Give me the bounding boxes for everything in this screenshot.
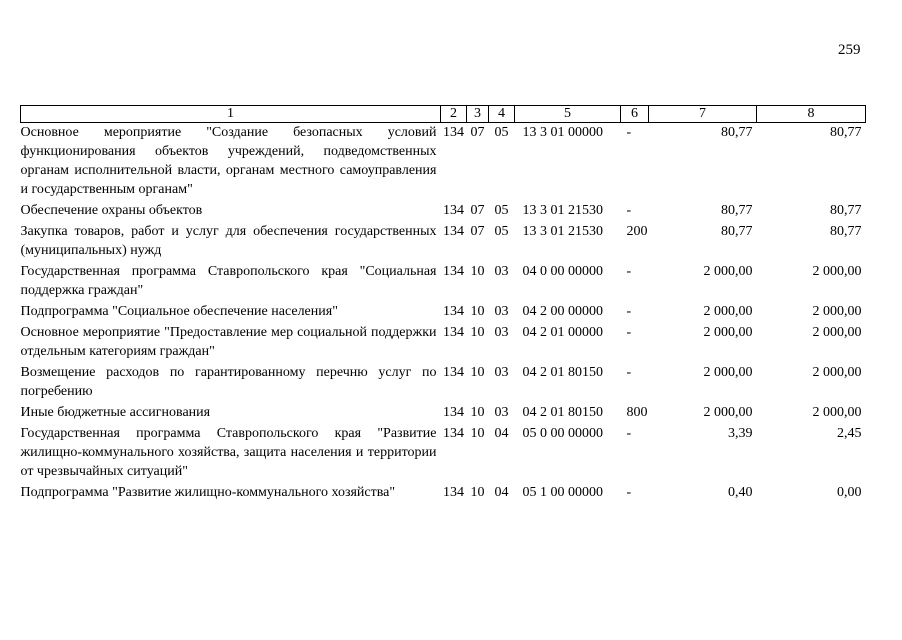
cell-type: 800 [626, 405, 648, 420]
table-row [21, 302, 866, 323]
table-row [21, 403, 866, 424]
cell-amount-7: 3,39 [728, 426, 753, 441]
cell-target: 05 1 00 00000 [522, 485, 603, 500]
cell-section: 10 [470, 426, 485, 441]
cell-subsection: 05 [494, 224, 509, 239]
cell-ministry: 134 [443, 125, 464, 140]
cell-amount-7: 2 000,00 [703, 325, 753, 340]
column-header: 6 [621, 106, 649, 123]
cell-ministry: 134 [443, 485, 464, 500]
cell-target: 13 3 01 00000 [522, 125, 603, 140]
cell-ministry: 134 [443, 325, 464, 340]
row-name: Возмещение расходов по гарантированному перечню услуг по погребению [20, 365, 437, 399]
cell-target: 13 3 01 21530 [522, 203, 603, 218]
cell-ministry: 134 [443, 365, 464, 380]
row-name: Закупка товаров, работ и услуг для обеспечения государственных (муниципальных) нужд [20, 224, 437, 258]
cell-section: 07 [470, 203, 485, 218]
cell-subsection: 03 [494, 365, 509, 380]
cell-amount-8: 80,77 [830, 203, 862, 218]
cell-ministry: 134 [443, 405, 464, 420]
cell-ministry: 134 [443, 224, 464, 239]
row-name: Обеспечение охраны объектов [20, 203, 203, 218]
cell-type: - [626, 325, 632, 340]
cell-amount-8: 80,77 [830, 224, 862, 239]
row-name: Основное мероприятие "Предоставление мер социальной поддержки отдельным категориям граждан" [20, 325, 437, 359]
cell-target: 04 2 01 80150 [522, 405, 603, 420]
table-row [21, 483, 866, 504]
cell-amount-7: 2 000,00 [703, 365, 753, 380]
row-name: Государственная программа Ставропольского края "Социальная поддержка граждан" [20, 264, 437, 298]
cell-ministry: 134 [443, 426, 464, 441]
cell-type: - [626, 426, 632, 441]
cell-amount-7: 80,77 [721, 203, 753, 218]
cell-type: - [626, 203, 632, 218]
cell-target: 04 0 00 00000 [522, 264, 603, 279]
cell-subsection: 04 [494, 485, 509, 500]
cell-target: 04 2 01 80150 [522, 365, 603, 380]
cell-amount-8: 2 000,00 [812, 304, 862, 319]
cell-amount-7: 2 000,00 [703, 264, 753, 279]
header-row [21, 106, 866, 123]
cell-section: 10 [470, 264, 485, 279]
cell-amount-8: 0,00 [837, 485, 862, 500]
cell-section: 07 [470, 125, 485, 140]
column-header: 4 [489, 106, 515, 123]
cell-ministry: 134 [443, 203, 464, 218]
cell-target: 04 2 01 00000 [522, 325, 603, 340]
cell-section: 07 [470, 224, 485, 239]
cell-section: 10 [470, 485, 485, 500]
cell-subsection: 03 [494, 325, 509, 340]
page-number: 259 [838, 42, 861, 58]
row-name: Подпрограмма "Социальное обеспечение населения" [20, 304, 338, 319]
cell-subsection: 05 [494, 125, 509, 140]
cell-type: - [626, 304, 632, 319]
column-header: 8 [757, 106, 866, 123]
cell-subsection: 03 [494, 405, 509, 420]
cell-target: 04 2 00 00000 [522, 304, 603, 319]
row-name: Иные бюджетные ассигнования [20, 405, 211, 420]
cell-amount-8: 2,45 [837, 426, 862, 441]
cell-amount-8: 2 000,00 [812, 405, 862, 420]
table-row [21, 201, 866, 222]
cell-subsection: 03 [494, 304, 509, 319]
column-header: 7 [649, 106, 757, 123]
cell-section: 10 [470, 405, 485, 420]
table-row [21, 262, 866, 302]
table-row [21, 424, 866, 483]
column-header: 5 [515, 106, 621, 123]
cell-section: 10 [470, 304, 485, 319]
row-name: Подпрограмма "Развитие жилищно-коммунального хозяйства" [20, 485, 396, 500]
cell-type: 200 [626, 224, 648, 239]
cell-type: - [626, 485, 632, 500]
cell-type: - [626, 264, 632, 279]
cell-type: - [626, 365, 632, 380]
cell-amount-7: 0,40 [728, 485, 753, 500]
table-row [21, 222, 866, 262]
cell-ministry: 134 [443, 304, 464, 319]
cell-amount-7: 2 000,00 [703, 304, 753, 319]
cell-amount-7: 2 000,00 [703, 405, 753, 420]
cell-type: - [626, 125, 632, 140]
cell-amount-8: 2 000,00 [812, 365, 862, 380]
cell-amount-8: 80,77 [830, 125, 862, 140]
row-name: Государственная программа Ставропольского края "Развитие жилищно-коммунального хозяйства, защита населения и территории от чрезвычайных ситуаций" [20, 426, 437, 479]
row-name: Основное мероприятие "Создание безопасных условий функционирования объектов учреждений, подведомственных органам исполнительной власти, органам местного самоуправления и государственным органам" [20, 125, 437, 197]
table-row [21, 323, 866, 363]
table-row [21, 363, 866, 403]
cell-subsection: 05 [494, 203, 509, 218]
cell-section: 10 [470, 365, 485, 380]
cell-section: 10 [470, 325, 485, 340]
column-header: 1 [21, 106, 441, 123]
cell-ministry: 134 [443, 264, 464, 279]
column-header: 3 [467, 106, 489, 123]
cell-amount-7: 80,77 [721, 224, 753, 239]
cell-amount-8: 2 000,00 [812, 325, 862, 340]
cell-target: 05 0 00 00000 [522, 426, 603, 441]
cell-subsection: 04 [494, 426, 509, 441]
cell-amount-8: 2 000,00 [812, 264, 862, 279]
cell-target: 13 3 01 21530 [522, 224, 603, 239]
cell-subsection: 03 [494, 264, 509, 279]
budget-table [20, 105, 866, 504]
table-row [21, 123, 866, 202]
cell-amount-7: 80,77 [721, 125, 753, 140]
column-header: 2 [441, 106, 467, 123]
